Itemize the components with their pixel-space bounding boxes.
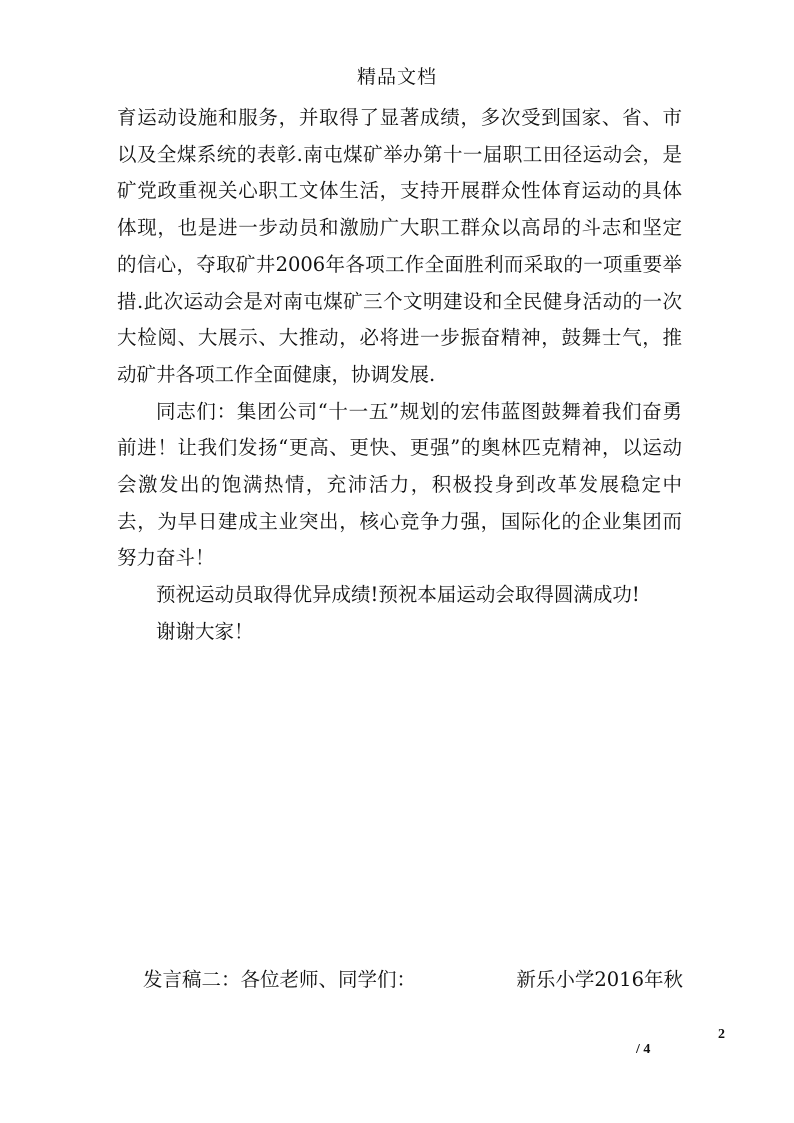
paragraph-wishes: 预祝运动员取得优异成绩!预祝本届运动会取得圆满成功! <box>156 583 640 607</box>
page-header-title: 精品文档 <box>356 66 437 88</box>
paragraph-comrades: 同志们：集团公司“十一五”规划的宏伟蓝图鼓舞着我们奋勇前进！让我们发扬“更高、更快、更强”的奥林匹克精神，以运动会激发出的饱满热情，充沛活力，积极投身到改革发展稳定中去，为早日建成主业突出，核心竞争力强，国际化的企业集团而努力奋斗！ <box>117 399 682 570</box>
paragraph-thanks: 谢谢大家！ <box>156 619 254 643</box>
document-body <box>117 100 682 651</box>
school-date: 新乐小学2016年秋 <box>516 968 683 991</box>
page-total: / 4 <box>636 1042 651 1057</box>
speech-two-heading: 发言稿二：各位老师、同学们： <box>143 968 417 991</box>
page-number: 2 <box>718 1027 725 1042</box>
paragraph-continuation: 育运动设施和服务，并取得了显著成绩，多次受到国家、省、市以及全煤系统的表彰.南屯煤矿举办第十一届职工田径运动会，是矿党政重视关心职工文体生活，支持开展群众性体育运动的具体体现，也是进一步动员和激励广大职工群众以高昂的斗志和坚定的信心，夺取矿井2006年各项工作全面胜利而采取的一项重要举措.此次运动会是对南屯煤矿三个文明建设和全民健身活动的一次大检阅、大展示、大推动，必将进一步振奋精神，鼓舞士气，推动矿井各项工作全面健康，协调发展. <box>117 106 682 386</box>
speech-two-heading-line <box>143 964 683 992</box>
